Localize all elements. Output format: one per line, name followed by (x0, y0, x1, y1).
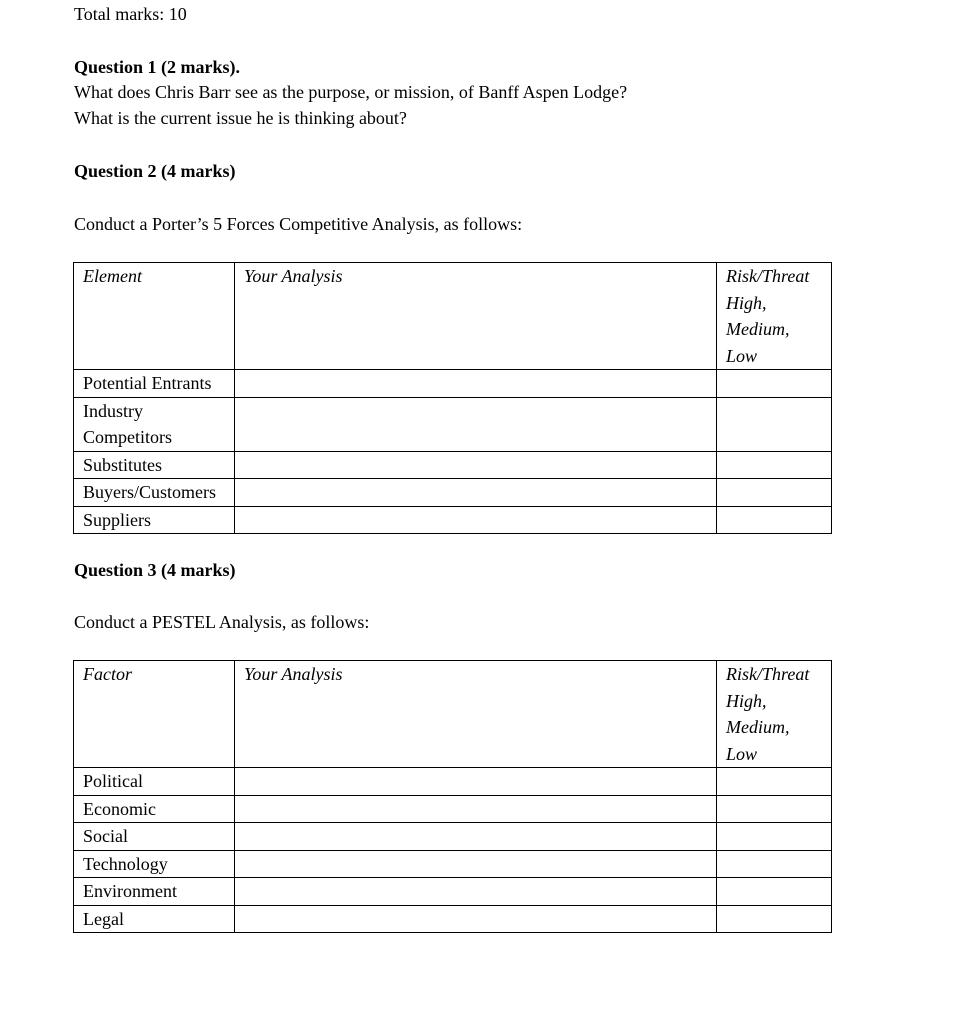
row-label: Suppliers (74, 506, 235, 534)
row-label: Political (74, 768, 235, 796)
table-row (74, 905, 832, 933)
row-label: Technology (74, 850, 235, 878)
analysis-cell[interactable] (235, 795, 717, 823)
header-risk-line-4: Low (726, 345, 758, 366)
row-label-line-2: Competitors (83, 427, 172, 447)
header-risk-threat (717, 661, 832, 768)
analysis-cell[interactable] (235, 850, 717, 878)
table-row (74, 397, 832, 451)
header-risk-line-1: Risk/Threat (726, 664, 810, 684)
header-factor-label: Factor (83, 664, 132, 684)
row-label: Social (74, 823, 235, 851)
analysis-cell[interactable] (235, 370, 717, 398)
total-marks: Total marks: 10 (74, 4, 187, 24)
question-1-title: Question 1 (2 marks). (74, 57, 240, 77)
risk-cell[interactable] (717, 397, 832, 451)
header-risk-line-3: Medium, (726, 717, 790, 737)
risk-cell[interactable] (717, 479, 832, 507)
header-factor (74, 661, 235, 768)
table-row (74, 823, 832, 851)
question-3-title: Question 3 (4 marks) (74, 560, 236, 580)
risk-cell[interactable] (717, 768, 832, 796)
header-analysis-label: Your Analysis (244, 664, 343, 684)
header-risk-line-2: High, (726, 292, 767, 313)
row-label (74, 397, 235, 451)
header-your-analysis (235, 661, 717, 768)
table-row (74, 506, 832, 534)
pestel-table (73, 660, 832, 933)
risk-cell[interactable] (717, 795, 832, 823)
header-risk-line-1: Risk/Threat (726, 266, 810, 286)
analysis-cell[interactable] (235, 768, 717, 796)
question-2-intro: Conduct a Porter’s 5 Forces Competitive Analysis, as follows: (74, 214, 523, 234)
table-row (74, 370, 832, 398)
analysis-cell[interactable] (235, 905, 717, 933)
risk-cell[interactable] (717, 451, 832, 479)
header-element-label: Element (83, 266, 142, 286)
risk-cell[interactable] (717, 506, 832, 534)
table-row (74, 795, 832, 823)
risk-cell[interactable] (717, 823, 832, 851)
table-row (74, 479, 832, 507)
analysis-cell[interactable] (235, 506, 717, 534)
question-1-line-2: What is the current issue he is thinking about? (74, 108, 407, 128)
table-header-row (74, 263, 832, 370)
row-label: Substitutes (74, 451, 235, 479)
analysis-cell[interactable] (235, 878, 717, 906)
risk-cell[interactable] (717, 878, 832, 906)
analysis-cell[interactable] (235, 451, 717, 479)
row-label: Environment (74, 878, 235, 906)
risk-cell[interactable] (717, 370, 832, 398)
header-your-analysis (235, 263, 717, 370)
header-element (74, 263, 235, 370)
header-risk-line-3: Medium, (726, 319, 790, 339)
row-label: Buyers/Customers (74, 479, 235, 507)
analysis-cell[interactable] (235, 397, 717, 451)
question-2-title: Question 2 (4 marks) (74, 161, 236, 181)
question-1-line-1: What does Chris Barr see as the purpose, or mission, of Banff Aspen Lodge? (74, 82, 628, 102)
header-risk-line-2: High, (726, 690, 767, 711)
row-label: Potential Entrants (74, 370, 235, 398)
header-analysis-label: Your Analysis (244, 266, 343, 286)
analysis-cell[interactable] (235, 479, 717, 507)
table-row (74, 768, 832, 796)
risk-cell[interactable] (717, 905, 832, 933)
analysis-cell[interactable] (235, 823, 717, 851)
row-label-line-1: Industry (83, 400, 143, 421)
table-row (74, 878, 832, 906)
header-risk-threat (717, 263, 832, 370)
table-row (74, 850, 832, 878)
table-row (74, 451, 832, 479)
row-label: Legal (74, 905, 235, 933)
row-label: Economic (74, 795, 235, 823)
porter-five-forces-table (73, 262, 832, 534)
risk-cell[interactable] (717, 850, 832, 878)
header-risk-line-4: Low (726, 743, 758, 764)
question-3-intro: Conduct a PESTEL Analysis, as follows: (74, 612, 370, 632)
table-header-row (74, 661, 832, 768)
